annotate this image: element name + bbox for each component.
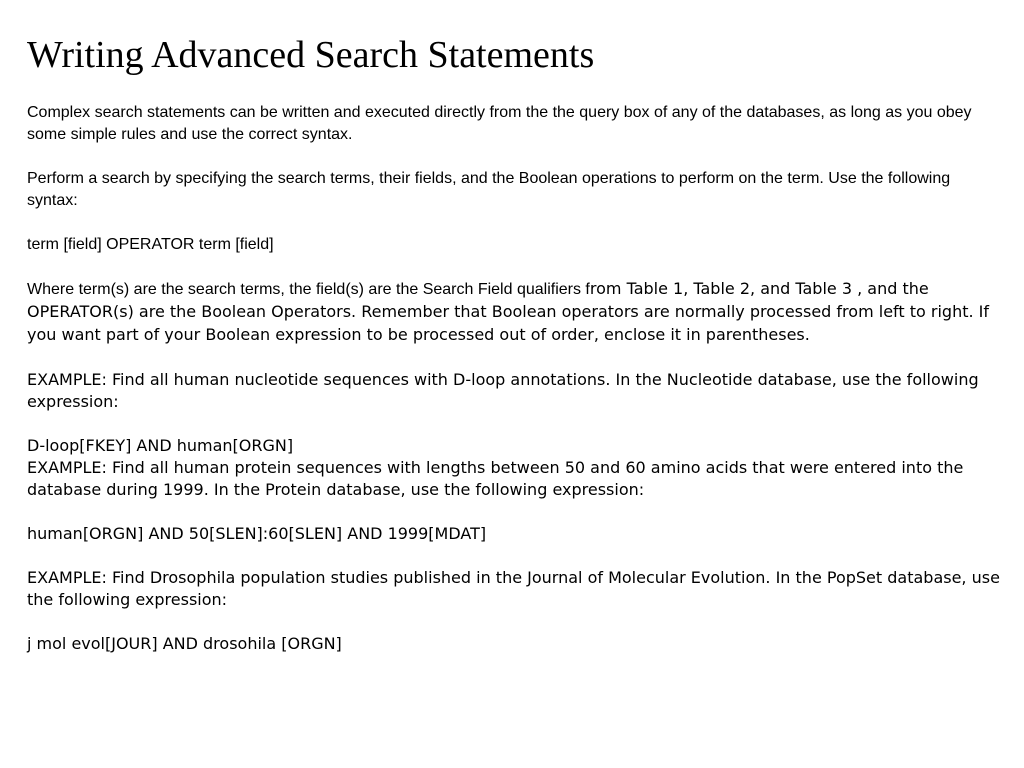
syntax-line: term [field] OPERATOR term [field]	[27, 236, 274, 253]
spacer	[27, 545, 1004, 567]
example-1-text: EXAMPLE: Find all human nucleotide sequences with D-loop annotations. In the Nucleotide database, use the following expression:	[27, 370, 979, 411]
example-3-text: EXAMPLE: Find Drosophila population studies published in the Journal of Molecular Evolution. In the PopSet database, use the following expression:	[27, 568, 1000, 609]
example-1-expression: D-loop[FKEY] AND human[ORGN]	[27, 436, 294, 455]
spacer	[27, 413, 1004, 435]
slide-title: Writing Advanced Search Statements	[27, 34, 595, 76]
example-2-text: EXAMPLE: Find all human protein sequences with lengths between 50 and 60 amino acids that were entered into the database during 1999. In the Protein database, use the following expression:	[27, 458, 964, 499]
example-2-expression: human[ORGN] AND 50[SLEN]:60[SLEN] AND 1999[MDAT]	[27, 524, 487, 543]
where-text-part2: rom Table 1, Table 2, and Table 3 , and the OPERATOR(s) are the Boolean Operators. Remember that Boolean operators are normally processed from left to right. If you want part of your Boolean expression to be processed out of order, enclose it in parentheses.	[27, 279, 990, 344]
spacer	[27, 501, 1004, 523]
perform-paragraph: Perform a search by specifying the search terms, their fields, and the Boolean operations to perform on the term. Use the following syntax:	[27, 170, 951, 209]
spacer	[27, 256, 1004, 278]
spacer	[27, 347, 1004, 369]
spacer	[27, 611, 1004, 633]
where-paragraph	[27, 278, 1004, 347]
slide-body	[27, 102, 1004, 655]
intro-paragraph: Complex search statements can be written and executed directly from the the query box of any of the databases, as long as you obey some simple rules and use the correct syntax.	[27, 104, 972, 143]
spacer	[27, 212, 1004, 234]
spacer	[27, 146, 1004, 168]
where-text-part1: Where term(s) are the search terms, the field(s) are the Search Field qualifiers f	[27, 281, 590, 298]
example-3-expression: j mol evol[JOUR] AND drosohila [ORGN]	[27, 634, 342, 653]
